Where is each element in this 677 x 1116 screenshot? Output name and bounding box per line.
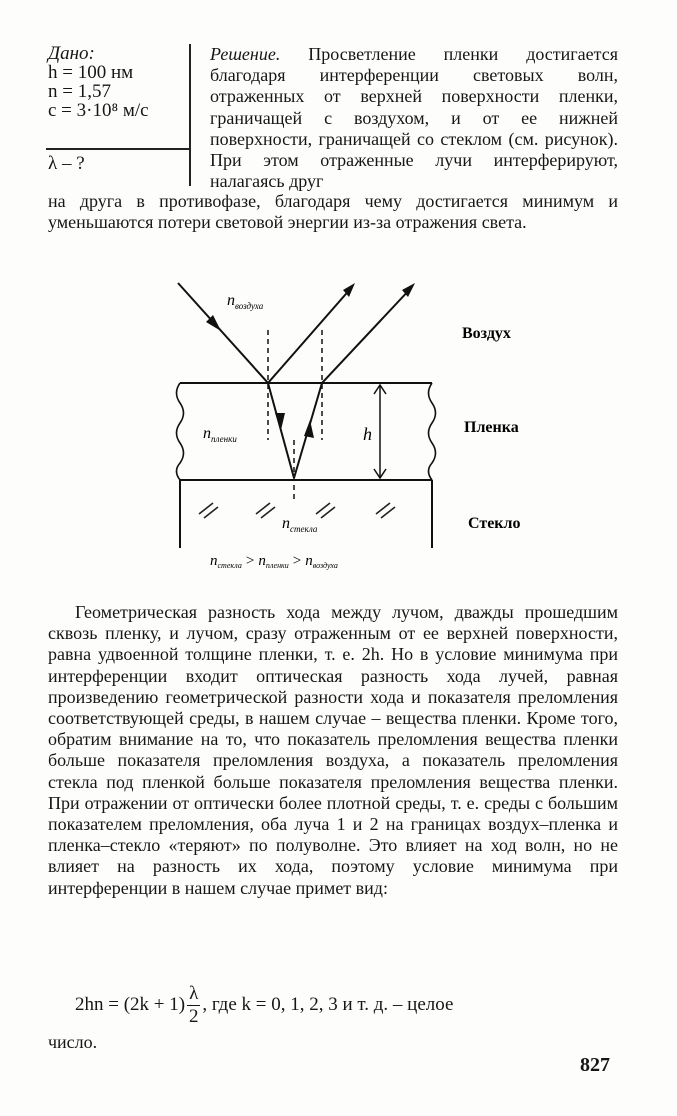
page-number: 827 bbox=[580, 1054, 610, 1076]
n-air-label: $n_{воздуха}$ bbox=[227, 292, 264, 311]
glass-hatching bbox=[199, 503, 395, 518]
solution-continuation: на друга в противофазе, благодаря чему достигается минимум и уменьшаются потери световой энергии из-за отражения света. bbox=[48, 191, 618, 233]
formula-rhs: , где k = 0, 1, 2, 3 и т. д. – целое bbox=[202, 993, 454, 1015]
n-glass-label: $n_{стекла}$ bbox=[282, 515, 318, 534]
incident-ray bbox=[178, 283, 268, 383]
given-header: Дано: bbox=[48, 43, 95, 64]
label-film: Пленка bbox=[464, 419, 519, 436]
label-air: Воздух bbox=[462, 325, 511, 342]
label-glass: Стекло bbox=[468, 515, 521, 532]
formula-denominator: 2 bbox=[188, 1006, 199, 1027]
find-value: λ – ? bbox=[48, 153, 85, 174]
solution-lead: Решение. bbox=[210, 44, 281, 64]
given-h: h = 100 нм bbox=[48, 62, 134, 83]
refracted-ray-down bbox=[268, 383, 294, 478]
refracted-arrow-up bbox=[304, 420, 314, 438]
formula-tail: число. bbox=[48, 1032, 98, 1052]
figure-caption: $n_{стекла} > n_{пленки} > n_{воздуха}$ bbox=[210, 553, 338, 570]
film-left-edge bbox=[177, 383, 184, 480]
formula-fraction bbox=[187, 983, 200, 1028]
film-right-edge bbox=[429, 383, 436, 480]
reflected-ray-2 bbox=[322, 287, 412, 383]
solution-text: Просветление пленки достигается благодаря интерференции световых волн, отраженных от верхней поверхности пленки, граничащей с воздухом, и от ее нижней поверхности, граничащей со стеклом (см. рисунок). При этом отраженные лучи интерферируют, налагаясь друг bbox=[210, 44, 618, 192]
n-film-label: $n_{пленки}$ bbox=[203, 425, 237, 444]
given-c: c = 3·10⁸ м/с bbox=[48, 100, 149, 121]
main-paragraph: Геометрическая разность хода между лучом, дважды прошедшим сквозь пленку, и лучом, сразу отраженным от ее верхней поверхности, равна удвоенной толщине пленки, т. е. 2h. Но в условие минимума при интерференции входит оптическая разность хода лучей, равная произведению геометрической разности хода и показателя преломления соответствующей среды, в нашем случае – вещества пленки. Кроме того, обратим внимание на то, что показатель преломления вещества пленки больше показателя преломления воздуха, а показатель преломления стекла под пленкой больше показателя преломления вещества пленки. При отражении от оптически более плотной среды, т. е. среды с большим показателем преломления, оба луча 1 и 2 на границах воздух–пленка и пленка–стекло «теряют» по полуволне. Это влияет на ход волн, но не влияет на разность их хода, поэтому условие минимума при интерференции в нашем случае примет вид: bbox=[48, 602, 618, 898]
formula-line bbox=[75, 983, 620, 1028]
reflected-ray-1 bbox=[268, 287, 352, 383]
given-n: n = 1,57 bbox=[48, 81, 111, 102]
formula-lhs: 2hn = (2k + 1) bbox=[75, 993, 186, 1015]
h-label: h bbox=[363, 424, 372, 444]
formula-numerator: λ bbox=[189, 983, 199, 1004]
